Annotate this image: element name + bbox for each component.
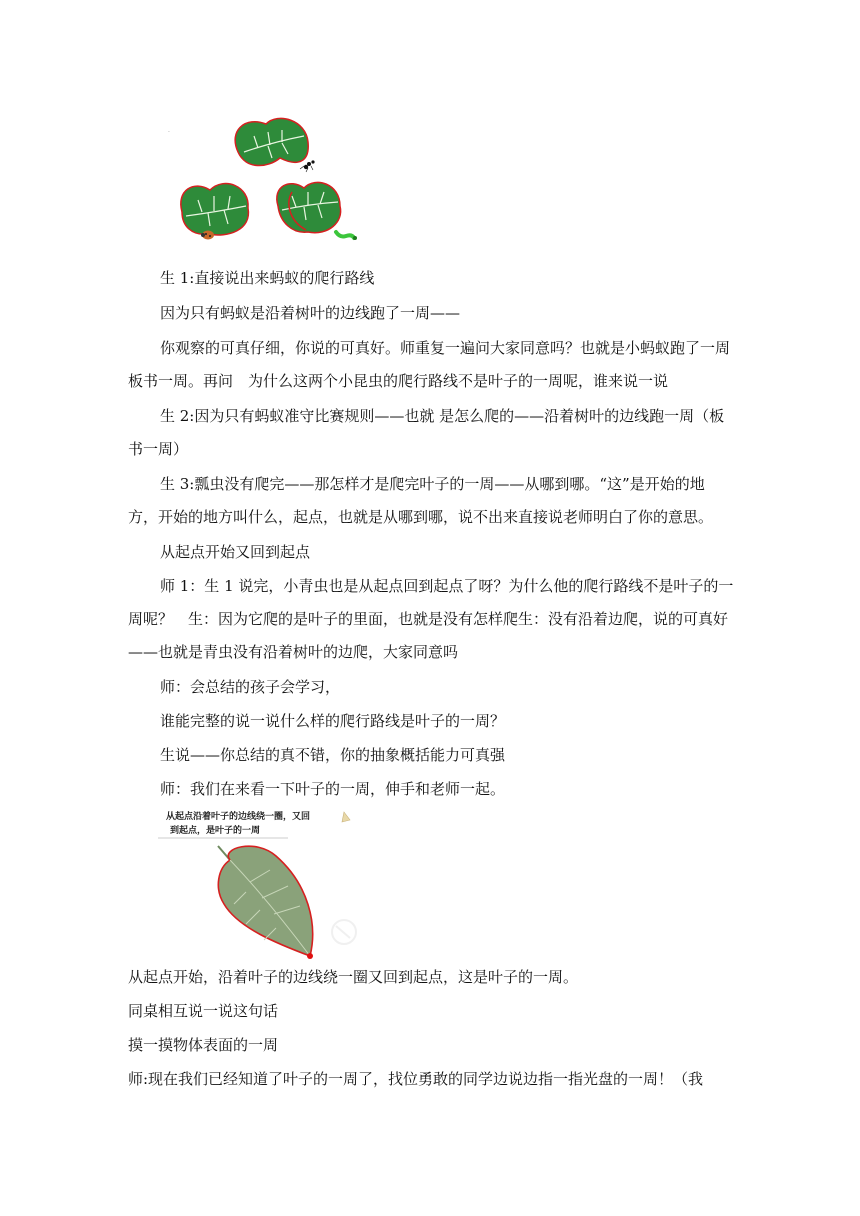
figure-caption-line-1: 从起点沿着叶子的边线绕一圈，又回 [166, 812, 311, 822]
paragraph-4-line-2: 书一周） [128, 440, 189, 458]
watermark-icon [332, 920, 356, 944]
paragraph-13: 同桌相互说一说这句话 [128, 1002, 279, 1020]
svg-text:.: . [168, 127, 170, 134]
paragraph-4-line-1: 生 2:因为只有蚂蚁准守比赛规则——也就 是怎么爬的——沿着树叶的边线跑一周（板 [160, 407, 725, 425]
paragraph-1: 生 1:直接说出来蚂蚁的爬行路线 [160, 269, 375, 287]
paragraph-7-line-2: 周呢？ 生：因为它爬的是叶子的里面，也就是没有怎样爬生：没有沿着边爬，说的可真好 [128, 610, 729, 628]
paragraph-5-line-2: 方，开始的地方叫什么，起点，也就是从哪到哪，说不出来直接说老师明白了你的意思。 [128, 508, 714, 526]
paragraph-7-line-1: 师 1：生 1 说完，小青虫也是从起点回到起点了呀？为什么他的爬行路线不是叶子的一 [160, 577, 734, 595]
paragraph-3-line-1: 你观察的可真仔细，你说的可真好。师重复一遍问大家同意吗？也就是小蚂蚁跑了一周 [160, 339, 731, 357]
paragraph-3-line-2: 板书一周。再问 为什么这两个小昆虫的爬行路线不是叶子的一周呢，谁来说一说 [128, 372, 669, 390]
paragraph-5-line-1: 生 3:瓢虫没有爬完——那怎样才是爬完叶子的一周——从哪到哪。“这”是开始的地 [160, 475, 705, 493]
caterpillar-icon [336, 232, 357, 240]
paragraph-12: 从起点开始，沿着叶子的边线绕一圈又回到起点，这是叶子的一周。 [128, 968, 579, 986]
three-leaves-figure [168, 112, 368, 252]
paragraph-8: 师：会总结的孩子会学习， [160, 678, 341, 696]
leaf-caterpillar-image [277, 182, 357, 240]
leaf-ladybug-image [181, 184, 249, 240]
paragraph-7-line-3: ——也就是青虫没有沿着树叶的边爬，大家同意吗 [128, 643, 459, 661]
paragraph-9: 谁能完整的说一说什么样的爬行路线是叶子的一周？ [160, 712, 506, 730]
paragraph-6: 从起点开始又回到起点 [160, 543, 311, 561]
paragraph-2: 因为只有蚂蚁是沿着树叶的边线跑了一周—— [160, 304, 461, 322]
leaf-ant-image [235, 118, 314, 172]
pointer-icon [342, 812, 350, 822]
ant-icon [300, 160, 315, 172]
paragraph-15: 师:现在我们已经知道了叶子的一周了，找位勇敢的同学边说边指一指光盘的一周！（我 [128, 1070, 704, 1088]
leaf-perimeter-figure [158, 804, 368, 960]
paragraph-10: 生说——你总结的真不错，你的抽象概括能力可真强 [160, 746, 506, 764]
paragraph-11: 师：我们在来看一下叶子的一周，伸手和老师一起。 [160, 780, 506, 798]
start-point-icon [307, 953, 313, 959]
large-leaf-image [218, 846, 313, 959]
figure-caption-line-2: 到起点，是叶子的一周 [170, 826, 261, 836]
paragraph-14: 摸一摸物体表面的一周 [128, 1036, 279, 1054]
